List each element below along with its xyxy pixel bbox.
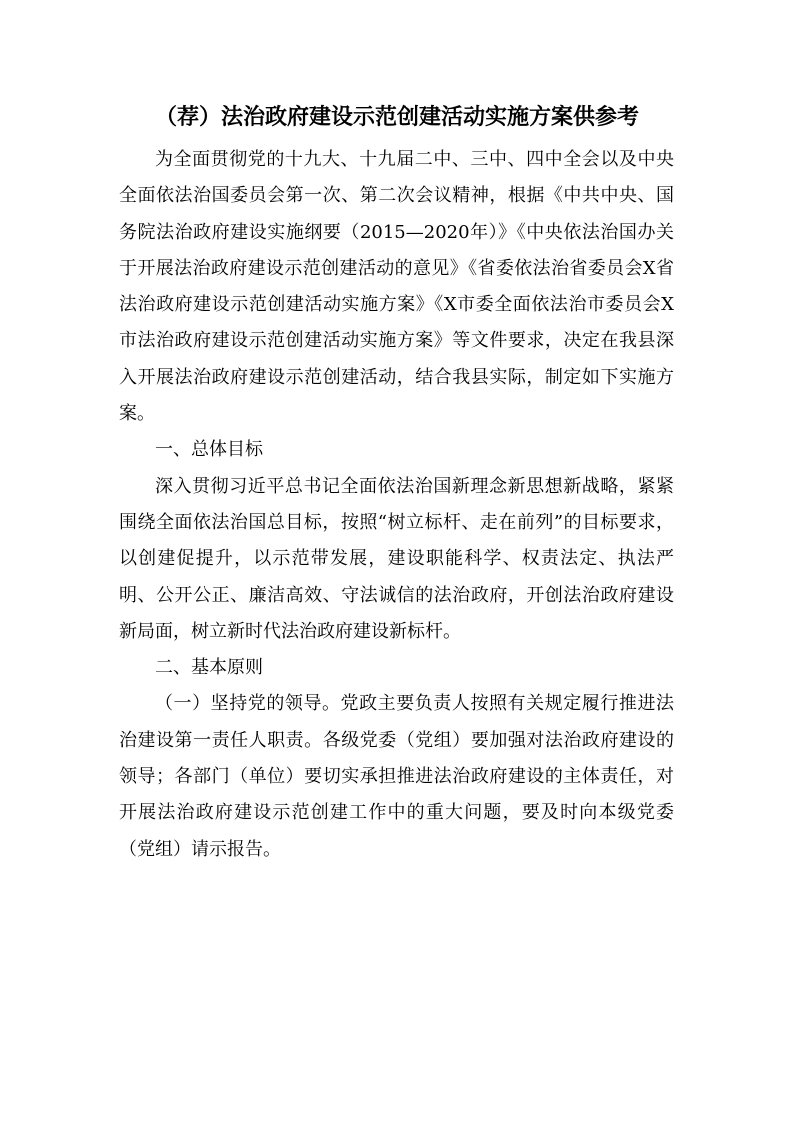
- intro-paragraph: 为全面贯彻党的十九大、十九届二中、三中、四中全会以及中央全面依法治国委员会第一次、第二次会议精神，根据《中共中央、国务院法治政府建设实施纲要（2015—2020年）》《中央依法治国办关于开展法治政府建设示范创建活动的意见》《省委依法治省委员会X省法治政府建设示范创建活动实施方案》《X市委全面依法治市委员会X市法治政府建设示范创建活动实施方案》等文件要求，决定在我县深入开展法治政府建设示范创建活动，结合我县实际，制定如下实施方案。: [119, 149, 674, 425]
- section-heading-overall-goal: 一、总体目标: [155, 439, 263, 461]
- document-body: [119, 142, 674, 868]
- principle-1-paragraph: （一）坚持党的领导。党政主要负责人按照有关规定履行推进法治建设第一责任人职责。各级党委（党组）要加强对法治政府建设的领导；各部门（单位）要切实承担推进法治政府建设的主体责任，对开展法治政府建设示范创建工作中的重大问题，要及时向本级党委（党组）请示报告。: [119, 693, 674, 860]
- overall-goal-paragraph: 深入贯彻习近平总书记全面依法治国新理念新思想新战略，紧紧围绕全面依法治国总目标，按照“树立标杆、走在前列”的目标要求，以创建促提升，以示范带发展，建设职能科学、权责法定、执法严明、公开公正、廉洁高效、守法诚信的法治政府，开创法治政府建设新局面，树立新时代法治政府建设新标杆。: [119, 475, 674, 642]
- section-heading-basic-principles: 二、基本原则: [155, 657, 263, 679]
- document-title: （荐）法治政府建设示范创建活动实施方案供参考: [154, 104, 639, 130]
